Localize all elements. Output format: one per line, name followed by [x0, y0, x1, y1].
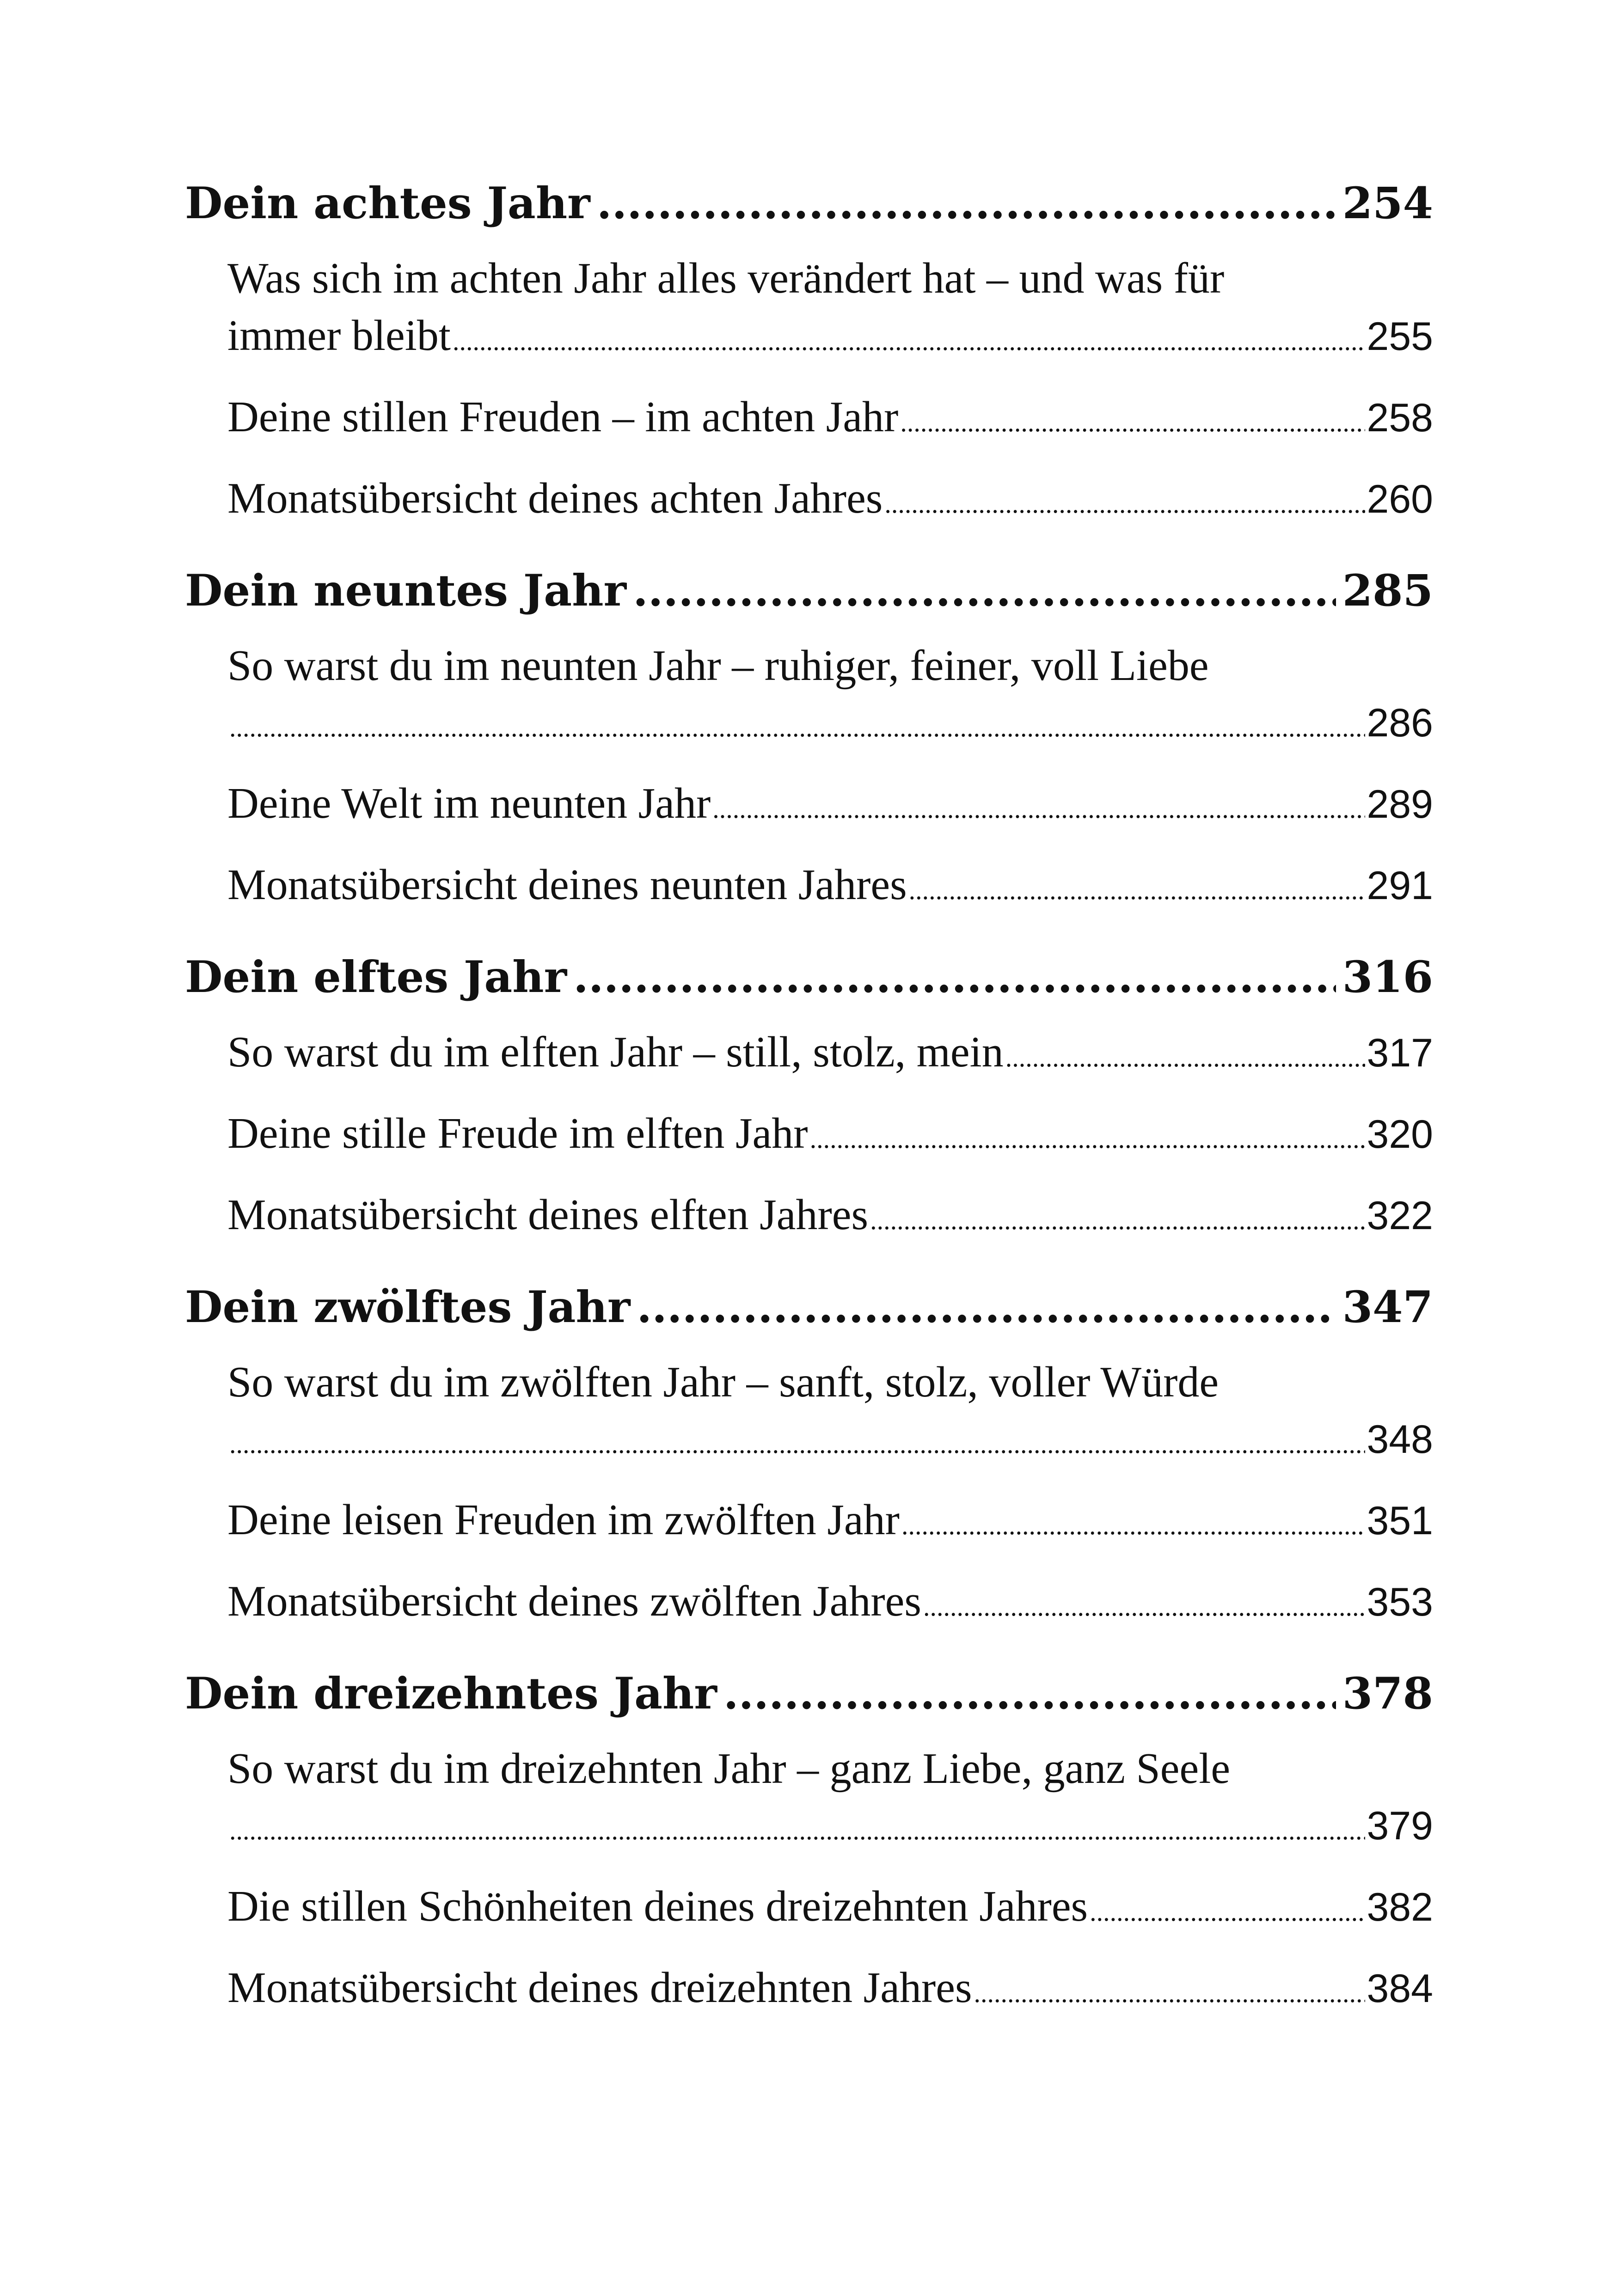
entry-title-first-line: Was sich im achten Jahr alles verändert hat – und was für — [227, 254, 1225, 302]
dot-leader — [597, 176, 1336, 231]
dot-leader — [923, 1578, 1365, 1635]
entry-page-number: 320 — [1367, 1112, 1433, 1157]
entry-page-number: 255 — [1367, 314, 1433, 359]
toc-chapter-heading[interactable] — [185, 949, 1433, 1005]
chapter-title: Dein zwölftes Jahr — [185, 1282, 631, 1333]
dot-leader — [870, 1192, 1365, 1249]
entry-title: Monatsübersicht deines zwölften Jahres — [227, 1577, 921, 1625]
dot-leader — [723, 1666, 1336, 1721]
chapter-page-number: 378 — [1342, 1668, 1433, 1719]
toc-entry[interactable] — [185, 470, 1433, 533]
chapter-title: Dein neuntes Jahr — [185, 565, 627, 616]
dot-leader — [900, 394, 1365, 451]
entry-page-number: 291 — [1367, 863, 1433, 908]
dot-leader — [453, 312, 1365, 370]
dot-leader — [1090, 1883, 1365, 1941]
dot-leader — [1005, 1029, 1365, 1086]
dot-leader — [884, 475, 1365, 533]
toc-entry[interactable] — [185, 1105, 1433, 1168]
entry-title: immer bleibt — [227, 312, 451, 360]
entry-title: Monatsübersicht deines neunten Jahres — [227, 861, 907, 909]
toc-entry[interactable] — [185, 388, 1433, 451]
chapter-page-number: 347 — [1342, 1282, 1433, 1333]
toc-chapter-heading[interactable] — [185, 176, 1433, 231]
chapter-page-number: 254 — [1342, 178, 1433, 229]
entry-title-first-line: So warst du im zwölften Jahr – sanft, stolz, voller Würde — [227, 1358, 1219, 1406]
dot-leader — [901, 1497, 1365, 1554]
toc-entry[interactable] — [185, 250, 1433, 370]
entry-title: So warst du im elften Jahr – still, stolz, mein — [227, 1028, 1004, 1076]
entry-title: Deine stille Freude im elften Jahr — [227, 1109, 808, 1157]
dot-leader — [909, 862, 1365, 919]
entry-page-number: 289 — [1367, 782, 1433, 827]
chapter-title: Dein achtes Jahr — [185, 178, 590, 229]
dot-leader — [810, 1110, 1365, 1168]
dot-leader — [637, 1280, 1336, 1335]
toc-entry[interactable] — [185, 1740, 1433, 1859]
entry-page-number: 348 — [1367, 1417, 1433, 1462]
toc-entry[interactable] — [185, 1573, 1433, 1635]
toc-entry[interactable] — [185, 1491, 1433, 1554]
entry-title: Deine Welt im neunten Jahr — [227, 779, 711, 827]
chapter-page-number: 285 — [1342, 565, 1433, 616]
dot-leader — [573, 949, 1336, 1005]
toc-entry[interactable] — [185, 1959, 1433, 2022]
entry-page-number: 322 — [1367, 1194, 1433, 1238]
toc-entry[interactable] — [185, 1186, 1433, 1249]
toc-section-list — [185, 250, 1433, 533]
toc-section-list — [185, 1023, 1433, 1249]
entry-title: Die stillen Schönheiten deines dreizehnten Jahres — [227, 1882, 1088, 1930]
dot-leader — [229, 1415, 1365, 1473]
toc-entry[interactable] — [185, 775, 1433, 838]
entry-page-number: 258 — [1367, 396, 1433, 440]
toc-entry[interactable] — [185, 637, 1433, 756]
toc-chapter-heading[interactable] — [185, 1666, 1433, 1721]
chapter-page-number: 316 — [1342, 952, 1433, 1003]
entry-title-first-line: So warst du im neunten Jahr – ruhiger, feiner, voll Liebe — [227, 642, 1209, 690]
entry-title: Monatsübersicht deines elften Jahres — [227, 1191, 869, 1239]
table-of-contents — [185, 176, 1433, 2022]
entry-page-number: 379 — [1367, 1804, 1433, 1848]
entry-page-number: 351 — [1367, 1499, 1433, 1543]
toc-section-list — [185, 637, 1433, 919]
toc-chapter-heading[interactable] — [185, 1280, 1433, 1335]
dot-leader — [229, 699, 1365, 756]
dot-leader — [229, 1802, 1365, 1859]
entry-page-number: 384 — [1367, 1966, 1433, 2011]
entry-title: Deine leisen Freuden im zwölften Jahr — [227, 1496, 900, 1544]
toc-entry[interactable] — [185, 1353, 1433, 1473]
entry-page-number: 353 — [1367, 1580, 1433, 1624]
dot-leader — [633, 563, 1336, 618]
entry-title: Monatsübersicht deines dreizehnten Jahres — [227, 1964, 972, 2012]
entry-title: Deine stillen Freuden – im achten Jahr — [227, 393, 899, 441]
toc-entry[interactable] — [185, 1878, 1433, 1941]
toc-entry[interactable] — [185, 856, 1433, 919]
entry-page-number: 317 — [1367, 1031, 1433, 1075]
chapter-title: Dein elftes Jahr — [185, 952, 567, 1003]
toc-entry[interactable] — [185, 1023, 1433, 1086]
dot-leader — [712, 780, 1365, 838]
entry-title: Monatsübersicht deines achten Jahres — [227, 474, 883, 522]
toc-section-list — [185, 1353, 1433, 1635]
chapter-title: Dein dreizehntes Jahr — [185, 1668, 717, 1719]
entry-page-number: 286 — [1367, 701, 1433, 745]
toc-chapter-heading[interactable] — [185, 563, 1433, 618]
toc-section-list — [185, 1740, 1433, 2022]
dot-leader — [974, 1965, 1365, 2022]
entry-page-number: 382 — [1367, 1885, 1433, 1929]
entry-title-first-line: So warst du im dreizehnten Jahr – ganz Liebe, ganz Seele — [227, 1745, 1231, 1793]
entry-page-number: 260 — [1367, 477, 1433, 521]
